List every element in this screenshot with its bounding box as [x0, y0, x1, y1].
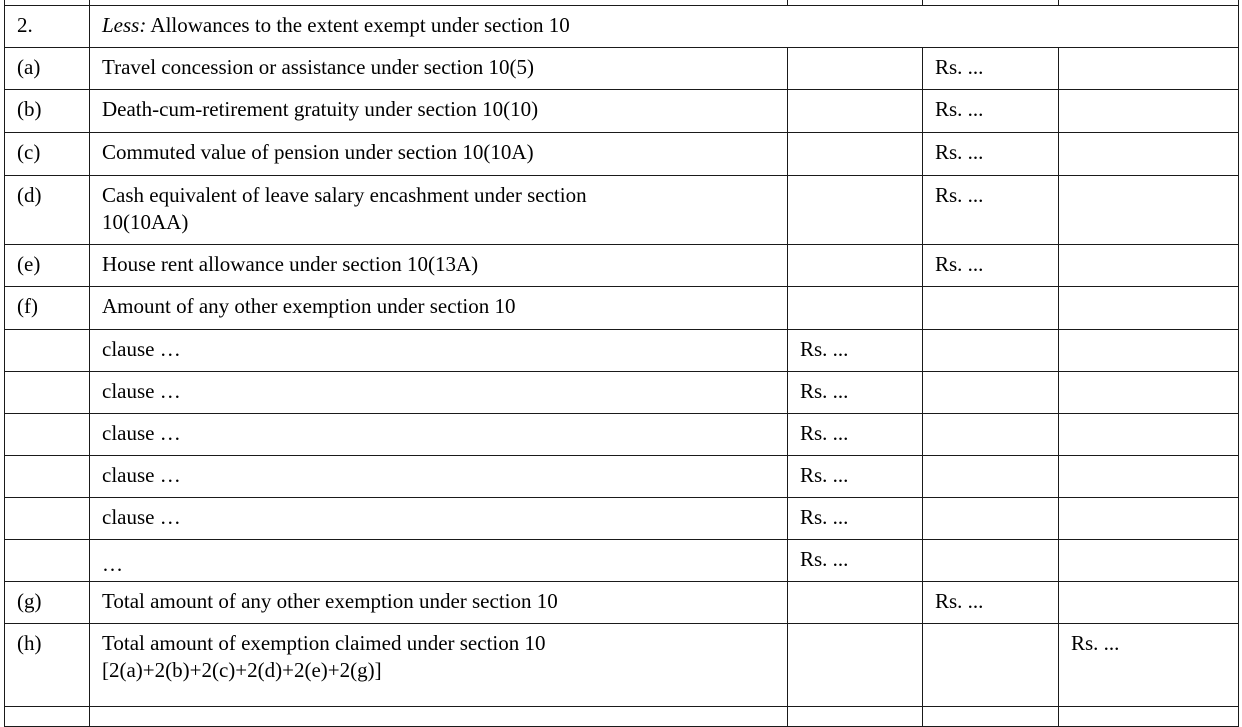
amount-cell-col2: Rs. ...	[923, 245, 1059, 287]
amount-cell-col2	[923, 456, 1059, 498]
table-row-b	[5, 90, 1239, 133]
amount-cell-col1	[788, 90, 923, 133]
clause-description: …	[90, 540, 788, 582]
row-description: Amount of any other exemption under section 10	[90, 287, 788, 330]
table-row-g	[5, 582, 1239, 624]
amount-cell-col2: Rs. ...	[923, 48, 1059, 90]
clause-description: clause …	[90, 456, 788, 498]
amount-cell-col3	[1059, 540, 1239, 582]
amount-cell-col1: Rs. ...	[788, 372, 923, 414]
table-row-clause	[5, 456, 1239, 498]
amount-cell-col3	[1059, 176, 1239, 245]
amount-cell-col2: Rs. ...	[923, 90, 1059, 133]
form-sheet	[4, 0, 1238, 727]
table-row-e	[5, 245, 1239, 287]
heading-text: Allowances to the extent exempt under section 10	[146, 13, 570, 37]
amount-cell-col3	[1059, 498, 1239, 540]
row-label: (a)	[5, 48, 90, 90]
row-description-line2: [2(a)+2(b)+2(c)+2(d)+2(e)+2(g)]	[102, 658, 382, 682]
amount-cell-col1	[788, 245, 923, 287]
row-label: (g)	[5, 582, 90, 624]
row-label: (e)	[5, 245, 90, 287]
amount-cell-col1: Rs. ...	[788, 540, 923, 582]
amount-cell-col1	[788, 624, 923, 707]
row-label: (b)	[5, 90, 90, 133]
amount-cell-col3	[1059, 582, 1239, 624]
row-description-line1: Cash equivalent of leave salary encashment under section	[102, 183, 587, 207]
row-description: Total amount of any other exemption under section 10	[90, 582, 788, 624]
row-description-line1: Total amount of exemption claimed under section 10	[102, 631, 546, 655]
section-number: 2.	[5, 6, 90, 48]
amount-cell-col3	[1059, 456, 1239, 498]
clause-description: clause …	[90, 372, 788, 414]
row-label	[5, 414, 90, 456]
row-label	[5, 540, 90, 582]
row-label: (c)	[5, 133, 90, 176]
amount-cell-col2	[923, 330, 1059, 372]
table-row-next-edge	[5, 707, 1239, 727]
clause-description: clause …	[90, 414, 788, 456]
row-description: Death-cum-retirement gratuity under section 10(10)	[90, 90, 788, 133]
amount-cell-col1: Rs. ...	[788, 498, 923, 540]
amount-cell-col2	[923, 540, 1059, 582]
exemption-table	[4, 0, 1239, 727]
clause-description: clause …	[90, 498, 788, 540]
amount-cell-col3	[1059, 90, 1239, 133]
amount-cell-col3	[1059, 372, 1239, 414]
table-row-clause	[5, 540, 1239, 582]
clause-description: clause …	[90, 330, 788, 372]
row-description	[90, 624, 788, 707]
section-heading	[90, 6, 1239, 48]
table-row-clause	[5, 498, 1239, 540]
amount-cell-col3	[1059, 133, 1239, 176]
amount-cell-col1	[788, 287, 923, 330]
amount-cell-col3	[1059, 287, 1239, 330]
table-row-clause	[5, 330, 1239, 372]
amount-cell-col1: Rs. ...	[788, 330, 923, 372]
amount-cell-col1: Rs. ...	[788, 456, 923, 498]
row-label: (f)	[5, 287, 90, 330]
amount-cell-col1: Rs. ...	[788, 414, 923, 456]
table-row-f	[5, 287, 1239, 330]
amount-cell-col2	[923, 287, 1059, 330]
heading-prefix: Less:	[102, 13, 147, 37]
amount-cell-col1	[788, 48, 923, 90]
amount-cell-col1	[788, 176, 923, 245]
row-label: (d)	[5, 176, 90, 245]
table-row-section-heading	[5, 6, 1239, 48]
amount-cell-col2: Rs. ...	[923, 176, 1059, 245]
row-description: Commuted value of pension under section 10(10A)	[90, 133, 788, 176]
amount-cell-col2	[923, 498, 1059, 540]
row-label: (h)	[5, 624, 90, 707]
table-row-d	[5, 176, 1239, 245]
amount-cell-col3	[1059, 48, 1239, 90]
amount-cell-col1	[788, 133, 923, 176]
amount-cell-col1	[788, 582, 923, 624]
amount-cell-col2	[923, 372, 1059, 414]
table-row-h	[5, 624, 1239, 707]
table-row-clause	[5, 414, 1239, 456]
table-row-a	[5, 48, 1239, 90]
amount-cell-col3	[1059, 330, 1239, 372]
amount-cell-col3	[1059, 414, 1239, 456]
table-row-clause	[5, 372, 1239, 414]
row-label	[5, 372, 90, 414]
row-description: Travel concession or assistance under section 10(5)	[90, 48, 788, 90]
amount-cell-col2: Rs. ...	[923, 133, 1059, 176]
table-row-c	[5, 133, 1239, 176]
amount-cell-col3	[1059, 245, 1239, 287]
amount-cell-col3: Rs. ...	[1059, 624, 1239, 707]
amount-cell-col2	[923, 414, 1059, 456]
row-description-line2: 10(10AA)	[102, 210, 189, 234]
amount-cell-col2: Rs. ...	[923, 582, 1059, 624]
row-description: House rent allowance under section 10(13A)	[90, 245, 788, 287]
row-label	[5, 456, 90, 498]
row-label	[5, 330, 90, 372]
amount-cell-col2	[923, 624, 1059, 707]
row-description	[90, 176, 788, 245]
row-label	[5, 498, 90, 540]
